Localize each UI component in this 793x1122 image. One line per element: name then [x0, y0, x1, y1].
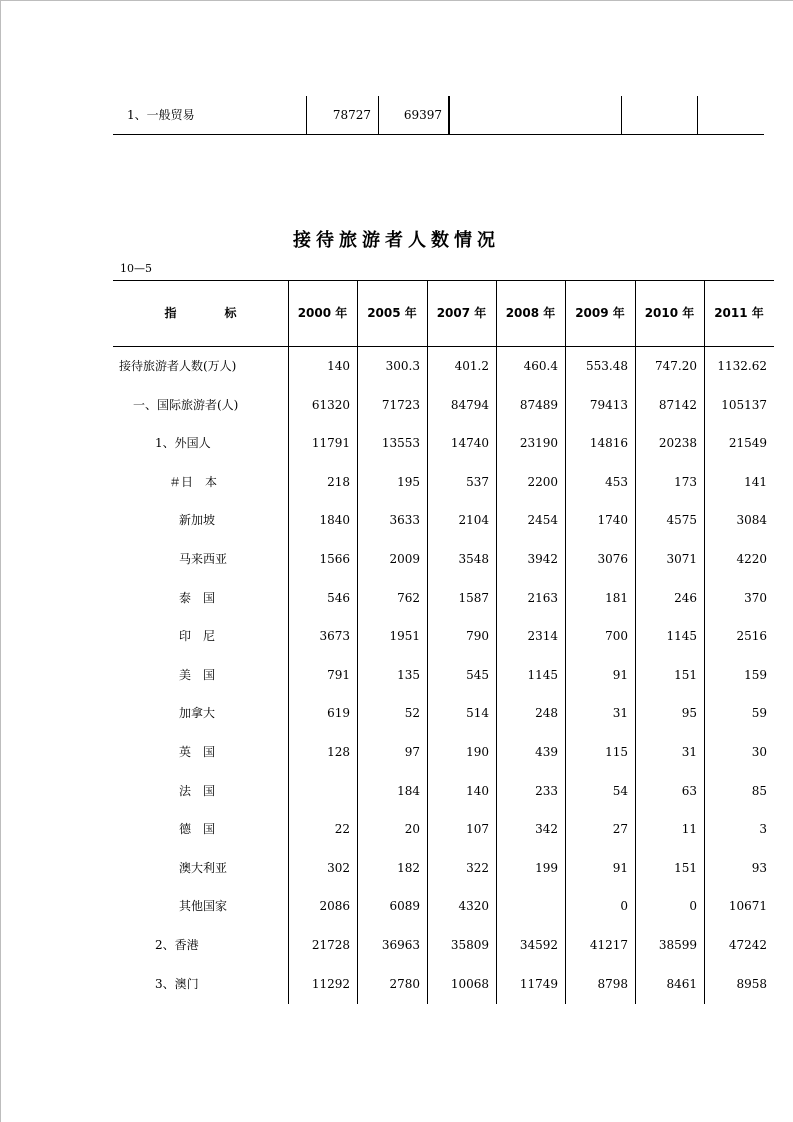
row-value: 54 [612, 783, 628, 798]
row-label: 2、香港 [155, 938, 199, 952]
row-value: 0 [689, 899, 697, 914]
row-value: 135 [397, 667, 420, 682]
fragment-divider [448, 96, 450, 134]
row-value: 140 [466, 783, 489, 798]
row-value: 3673 [319, 629, 350, 644]
row-value: 2104 [458, 513, 489, 528]
row-value: 181 [605, 590, 628, 605]
row-value: 1132.62 [717, 359, 767, 373]
row-value: 14816 [589, 436, 628, 451]
row-value: 248 [535, 706, 558, 721]
header-year: 2000 年 [297, 306, 348, 320]
row-value: 4575 [666, 513, 697, 528]
row-value: 4320 [458, 899, 489, 914]
row-value: 460.4 [523, 359, 558, 373]
row-label: 接待旅游者人数(万人) [119, 359, 237, 373]
row-value: 747.20 [655, 359, 697, 373]
row-value: 21728 [311, 938, 350, 952]
row-value: 1740 [597, 513, 628, 528]
page-edge-left [0, 0, 1, 1122]
table-row [113, 772, 774, 810]
fragment-divider [621, 96, 622, 134]
row-label: ＃日 本 [169, 474, 218, 489]
row-value: 151 [674, 860, 697, 875]
table-row [113, 694, 774, 732]
row-value: 27 [612, 822, 628, 837]
row-value: 22 [334, 822, 350, 837]
row-value: 1145 [527, 667, 558, 682]
table-row [113, 579, 774, 617]
row-label: 马来西亚 [179, 552, 228, 566]
row-value: 233 [535, 783, 558, 798]
table-row [113, 424, 774, 462]
row-label: 新加坡 [179, 513, 216, 528]
row-value: 34592 [519, 938, 558, 952]
row-value: 8461 [666, 976, 697, 991]
row-label: 1、外国人 [155, 436, 211, 451]
row-value: 537 [466, 474, 489, 489]
table-row [113, 656, 774, 694]
table-row [113, 887, 774, 925]
row-value: 11292 [311, 976, 350, 991]
row-value: 322 [466, 860, 489, 875]
row-value: 35809 [450, 938, 489, 952]
row-value: 8798 [597, 976, 628, 991]
header-year: 2010 年 [644, 306, 695, 320]
row-value: 20 [404, 822, 420, 837]
row-label: 法 国 [179, 783, 216, 798]
row-value: 36963 [381, 938, 420, 952]
header-year: 2011 年 [714, 306, 764, 320]
row-value: 2009 [389, 552, 420, 566]
row-value: 2163 [527, 590, 558, 605]
row-value: 11791 [311, 436, 350, 451]
row-value: 246 [674, 590, 697, 605]
row-value: 84794 [450, 397, 489, 412]
row-value: 95 [681, 706, 697, 721]
row-value: 762 [397, 590, 420, 605]
row-label: 美 国 [179, 667, 216, 682]
row-value: 10671 [728, 899, 767, 914]
row-label: 其他国家 [179, 899, 228, 914]
row-value: 159 [744, 667, 767, 682]
row-value: 91 [612, 667, 628, 682]
row-value: 453 [605, 474, 628, 489]
row-value: 1566 [319, 552, 350, 566]
table-row [113, 733, 774, 771]
row-value: 1840 [319, 513, 350, 528]
row-value: 11749 [519, 976, 558, 991]
row-value: 141 [744, 474, 767, 489]
row-value: 3071 [666, 552, 697, 566]
fragment-value-1: 78727 [332, 108, 371, 122]
row-value: 342 [535, 822, 558, 837]
row-value: 87142 [658, 397, 697, 412]
row-value: 401.2 [454, 359, 489, 373]
row-value: 128 [327, 745, 350, 759]
row-value: 87489 [519, 397, 558, 412]
row-label: 英 国 [179, 745, 216, 759]
row-value: 2086 [319, 899, 350, 914]
row-value: 302 [327, 860, 350, 875]
row-value: 3084 [736, 513, 767, 528]
row-value: 791 [327, 667, 350, 682]
table-title: 接待旅游者人数情况 [293, 230, 500, 251]
row-value: 2516 [736, 629, 767, 644]
row-value: 115 [605, 745, 628, 759]
row-value: 11 [681, 822, 697, 837]
row-value: 71723 [381, 397, 420, 412]
row-value: 61320 [311, 397, 350, 412]
row-value: 31 [612, 706, 628, 721]
row-value: 13553 [381, 436, 420, 451]
row-value: 91 [612, 860, 628, 875]
table-row [113, 463, 774, 501]
row-value: 514 [466, 706, 489, 721]
row-value: 545 [466, 667, 489, 682]
row-value: 79413 [589, 397, 628, 412]
row-value: 3076 [597, 552, 628, 566]
header-year: 2007 年 [436, 306, 487, 320]
table-row [113, 386, 774, 424]
row-value: 190 [466, 745, 489, 759]
table-row [113, 501, 774, 539]
row-value: 59 [751, 706, 767, 721]
header-year: 2008 年 [505, 306, 556, 320]
row-value: 14740 [450, 436, 489, 451]
row-value: 105137 [721, 397, 767, 412]
row-value: 790 [466, 629, 489, 644]
row-value: 38599 [658, 938, 697, 952]
row-value: 1587 [458, 590, 489, 605]
row-value: 439 [535, 745, 558, 759]
header-indicator: 指 标 [164, 306, 237, 320]
row-value: 218 [327, 474, 350, 489]
row-value: 4220 [736, 552, 767, 566]
table-row [113, 617, 774, 655]
row-value: 182 [397, 860, 420, 875]
fragment-value-2: 69397 [403, 108, 442, 122]
row-value: 30 [751, 745, 767, 759]
row-value: 3633 [389, 513, 420, 528]
row-label: 德 国 [179, 822, 216, 837]
row-value: 0 [620, 899, 628, 914]
fragment-divider [697, 96, 698, 134]
row-value: 553.48 [586, 359, 628, 373]
table-number: 10—5 [120, 262, 152, 275]
table-row [113, 926, 774, 964]
row-value: 1951 [389, 629, 420, 644]
row-value: 173 [674, 474, 697, 489]
header-year: 2005 年 [367, 306, 417, 320]
row-label: 一、国际旅游者(人) [133, 397, 239, 412]
row-label: 印 尼 [179, 629, 216, 644]
table-row [113, 965, 774, 1003]
row-value: 3942 [527, 552, 558, 566]
fragment-label: 1、一般贸易 [127, 108, 195, 122]
row-value: 63 [681, 783, 697, 798]
row-value: 140 [327, 359, 350, 373]
row-label: 泰 国 [179, 590, 216, 605]
row-value: 2780 [389, 976, 420, 991]
row-value: 47242 [728, 938, 767, 952]
row-value: 3548 [458, 552, 489, 566]
previous-table-fragment [113, 96, 764, 135]
row-value: 52 [404, 706, 420, 721]
row-value: 93 [751, 860, 767, 875]
row-value: 10068 [450, 976, 489, 991]
row-value: 3 [759, 822, 767, 837]
row-value: 2200 [527, 474, 558, 489]
row-value: 619 [327, 706, 350, 721]
row-value: 97 [404, 745, 420, 759]
row-value: 2454 [527, 513, 558, 528]
row-value: 1145 [666, 629, 697, 644]
row-value: 8958 [736, 976, 767, 991]
table-row [113, 347, 774, 385]
row-value: 85 [751, 783, 767, 798]
row-value: 370 [744, 590, 767, 605]
row-value: 21549 [728, 436, 767, 451]
row-value: 20238 [658, 436, 697, 451]
row-label: 加拿大 [179, 706, 216, 721]
row-value: 6089 [389, 899, 420, 914]
row-value: 184 [397, 783, 420, 798]
row-value: 700 [605, 629, 628, 644]
row-value: 41217 [589, 938, 628, 952]
row-value: 107 [466, 822, 489, 837]
table-row [113, 810, 774, 848]
row-value: 2314 [527, 629, 558, 644]
header-year: 2009 年 [575, 306, 625, 320]
table-row [113, 540, 774, 578]
table-row [113, 849, 774, 887]
row-value: 199 [535, 860, 558, 875]
row-label: 3、澳门 [155, 976, 199, 991]
row-value: 300.3 [385, 359, 420, 373]
row-label: 澳大利亚 [179, 860, 228, 875]
row-value: 546 [327, 590, 350, 605]
row-value: 195 [397, 474, 420, 489]
page-edge-top [0, 0, 793, 1]
row-value: 31 [681, 745, 697, 759]
row-value: 23190 [519, 436, 558, 451]
row-value: 151 [674, 667, 697, 682]
